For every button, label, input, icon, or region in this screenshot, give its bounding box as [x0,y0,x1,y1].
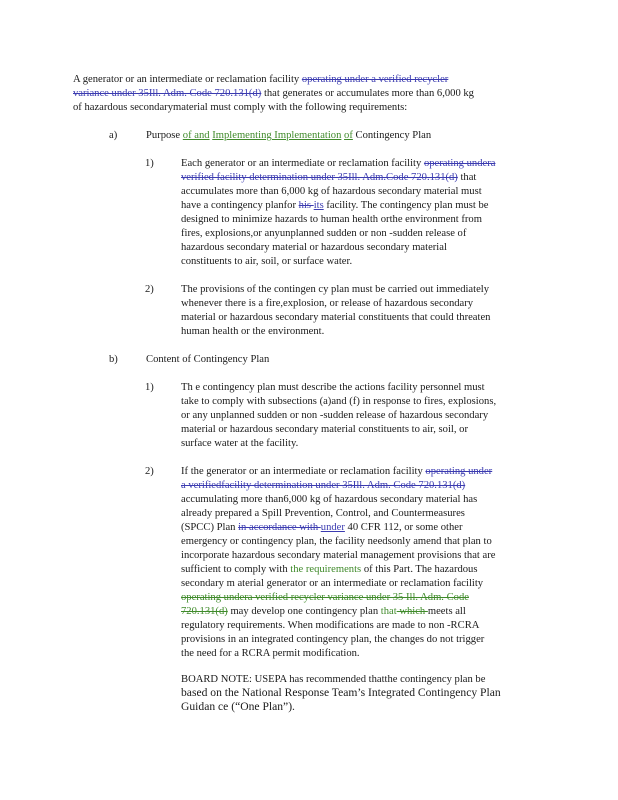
intro-line-3: of hazardous secondarymaterial must comply with the following requirements: [73,102,408,113]
section-a-heading [146,129,431,142]
deleted-text: his [298,200,314,211]
board-note-line-1: BOARD NOTE: USEPA has recommended thatthe contingency plan be [181,674,486,685]
deleted-text: operating under a verified recycler [301,74,449,85]
inserted-text: its [313,200,324,211]
a1-line-3: accumulates more than 6,000 kg of hazardous secondary material must [181,186,482,197]
b2-line-12: regulatory requirements. When modifications are made to non -RCRA [181,620,480,631]
b2-line-1 [181,465,492,478]
a2-line-3: material or hazardous secondary material constituents that could threaten [181,312,491,323]
inserted-text: that [380,606,397,617]
text: of this Part. The hazardous [361,564,478,575]
b2-line-13: provisions in an integrated contingency plan, the changes do not trigger [181,634,485,645]
board-note-line-3: Guidan ce (“One Plan”). [181,700,295,713]
text: that [457,172,477,183]
item-a2-label: 2) [145,284,154,295]
a1-line-4 [181,199,488,212]
a1-line-8: constituents to air, soil, or surface water. [181,256,353,267]
deleted-text: variance under 35Ill. Adm. Code 720.131(d) [73,88,262,99]
heading-text: Contingency Plan [352,130,432,141]
deleted-text: a verifiedfacility determination under 35Ill. Adm. Code 720.131(d) [181,480,466,491]
b2-line-4: already prepared a Spill Prevention, Control, and Countermeasures [181,508,465,519]
a2-line-1: The provisions of the contingen cy plan must be carried out immediately [181,284,490,295]
b2-line-7: incorporate hazardous secondary material management provisions that are [181,550,496,561]
b1-line-3: or any unplanned sudden or non -sudden release of hazardous secondary [181,410,489,421]
b1-line-2: take to comply with subsections (a)and (f) in response to fires, explosions, [181,396,497,407]
a2-line-2: whenever there is a fire,explosion, or release of hazardous secondary [181,298,474,309]
text: (SPCC) Plan [181,522,239,533]
deleted-text: verified facility determination under 35Ill. Adm.Code 720.131(d) [181,172,458,183]
deleted-text: in accordance with [238,522,321,533]
text: facility. The contingency plan must be [323,200,489,211]
heading-text: Purpose [146,130,183,141]
text: If the generator or an intermediate or reclamation facility [181,466,426,477]
b2-line-8 [181,563,477,576]
text: may develop one contingency plan [227,606,381,617]
inserted-text: Implementing Implementation [212,130,342,141]
text: Each generator or an intermediate or reclamation facility [181,158,424,169]
b2-line-9: secondary m aterial generator or an intermediate or reclamation facility [181,578,484,589]
b2-line-11 [181,605,466,618]
b2-line-10 [181,591,469,604]
deleted-text: operating undera [423,158,496,169]
deleted-text: operating undera verified recycler variance under 35 Ill. Adm. Code [181,592,469,603]
b2-line-6: emergency or contingency plan, the facility needsonly amend that plan to [181,536,492,547]
section-b-label: b) [109,354,118,365]
b2-line-14: the need for a RCRA permit modification. [181,648,360,659]
item-b1-label: 1) [145,382,154,393]
intro-line-2 [73,87,474,100]
inserted-text: under [320,522,345,533]
inserted-text: the requirements [290,564,362,575]
section-a-label: a) [109,130,118,141]
b2-line-2 [181,479,465,492]
text: 40 CFR 112, or some other [344,522,463,533]
inserted-text: of [344,130,353,141]
a2-line-4: human health or the environment. [181,326,325,337]
a1-line-7: hazardous secondary material or hazardous secondary material [181,242,447,253]
b1-line-1: Th e contingency plan must describe the actions facility personnel must [181,382,485,393]
a1-line-1 [181,157,495,170]
text: have a contingency planfor [181,200,299,211]
b2-line-3: accumulating more than6,000 kg of hazardous secondary material has [181,494,478,505]
a1-line-2 [181,171,476,184]
text: sufficient to comply with [181,564,291,575]
b2-line-5 [181,521,463,534]
deleted-text: which [396,606,428,617]
text: meets all [427,606,466,617]
deleted-text: 720.131(d) [181,606,228,617]
item-a1-label: 1) [145,158,154,169]
intro-text: that generates or accumulates more than 6,000 kg [261,88,474,99]
a1-line-6: fires, explosions,or anyunplanned sudden or non -sudden release of [181,228,467,239]
board-note-line-2: based on the National Response Team’s Integrated Contingency Plan [181,686,501,699]
intro-text: A generator or an intermediate or reclamation facility [73,74,302,85]
item-b2-label: 2) [145,466,154,477]
deleted-text: operating under [425,466,493,477]
section-b-heading: Content of Contingency Plan [146,354,270,365]
intro-line-1 [73,73,448,86]
b1-line-5: surface water at the facility. [181,438,299,449]
inserted-text: of and [182,130,210,141]
b1-line-4: material or hazardous secondary material constituents to air, soil, or [181,424,468,435]
a1-line-5: designed to minimize hazards to human health orthe environment from [181,214,482,225]
